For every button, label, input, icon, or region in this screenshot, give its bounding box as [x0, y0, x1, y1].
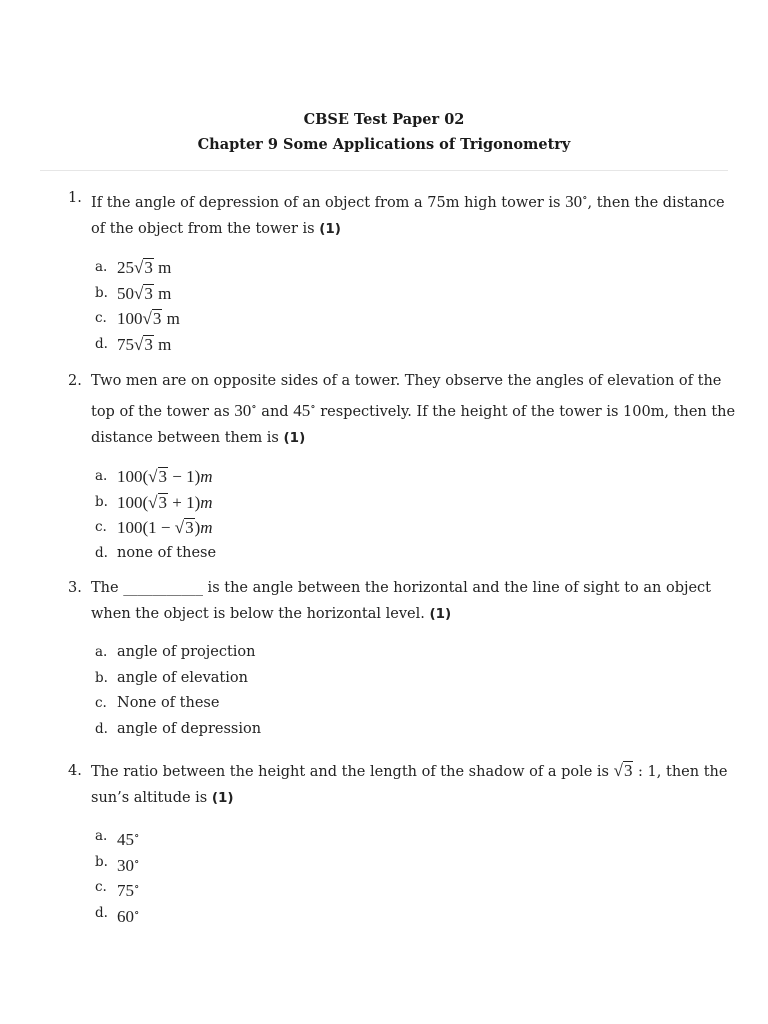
marks-label: (1): [211, 790, 234, 806]
option-b: b. 50√3 m: [68, 281, 736, 307]
marks-label: (1): [319, 221, 341, 237]
marks-label: (1): [429, 606, 452, 622]
options-list: [68, 640, 736, 742]
option-c: c. 100(1 − √3)m: [68, 515, 736, 541]
chapter-title: Chapter 9 Some Applications of Trigonometry: [197, 136, 571, 153]
angle-value: 30∘: [234, 401, 257, 420]
options-list: [68, 824, 736, 926]
sqrt-symbol: √3: [174, 518, 194, 537]
degree-symbol: ∘: [582, 192, 588, 204]
option-a: a. 100(√3 − 1)m: [68, 464, 736, 490]
option-d: d. none of these: [95, 544, 217, 561]
option-d: d. 60∘: [95, 904, 140, 926]
option-b: b. angle of elevation: [95, 669, 248, 686]
question-number: 3.: [68, 580, 82, 596]
angle-value: 30∘: [565, 192, 588, 211]
option-c: c. 75∘: [95, 879, 140, 900]
sqrt-symbol: √3: [134, 258, 153, 277]
paper-header: [0, 107, 768, 157]
question-number: 4.: [68, 763, 82, 779]
marks-label: (1): [283, 430, 306, 446]
sqrt-symbol: √3: [613, 761, 633, 780]
options-list: [68, 255, 736, 357]
option-c: c. 100√3 m: [68, 306, 736, 332]
question-2: [68, 368, 736, 566]
options-list: [68, 464, 736, 566]
question-number: 1.: [68, 190, 82, 206]
paper-title: CBSE Test Paper 02: [303, 111, 465, 128]
sqrt-symbol: √3: [148, 467, 168, 486]
sqrt-symbol: √3: [148, 492, 168, 512]
option-c: c. None of these: [95, 695, 220, 711]
option-b: b. 100(√3 + 1)m: [68, 490, 736, 516]
option-a: a. angle of projection: [95, 644, 256, 660]
question-3: [68, 575, 736, 742]
option-a: a. 45∘: [95, 828, 140, 849]
angle-value: 45∘: [293, 401, 316, 420]
question-text: 3. The ___________ is the angle between the horizontal and the line of sight to an object when the object is below the horizontal level. (1): [68, 575, 736, 627]
question-text: 1. If the angle of depression of an object from a 75m high tower is 30∘, then the distance of the object from the tower is (1): [68, 185, 736, 242]
sqrt-symbol: √3: [134, 334, 153, 354]
question-4: [68, 758, 736, 926]
header-divider: [40, 170, 728, 171]
question-text: 4. The ratio between the height and the length of the shadow of a pole is √3 : 1, then the sun’s altitude is (1): [68, 758, 736, 811]
option-d: d. 75√3 m: [68, 332, 736, 358]
question-number: 2.: [68, 373, 82, 389]
option-a: a. 25√3 m: [68, 255, 736, 281]
option-d: d. angle of depression: [95, 720, 262, 737]
question-text: 2. Two men are on opposite sides of a tower. They observe the angles of elevation of the top of the tower as 30∘ and 45∘ respectively. If the height of the tower is 100m, then the distance between them is (1): [68, 368, 736, 451]
sqrt-symbol: √3: [142, 309, 162, 328]
option-b: b. 30∘: [95, 853, 140, 875]
question-1: [68, 185, 736, 357]
sqrt-symbol: √3: [134, 283, 153, 303]
